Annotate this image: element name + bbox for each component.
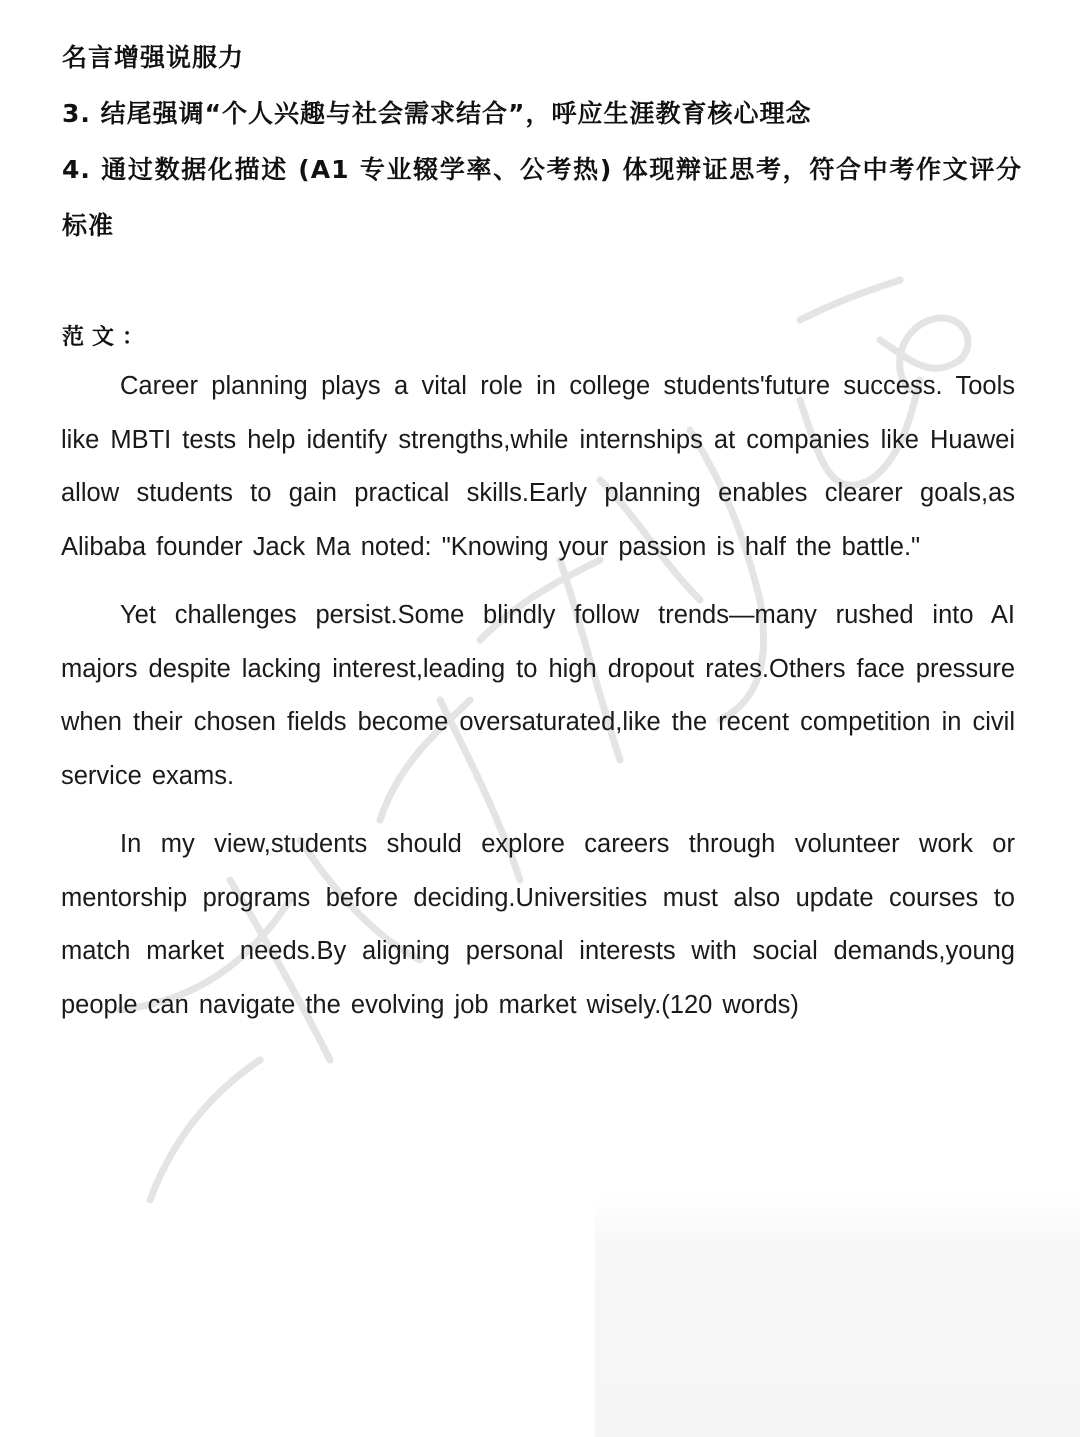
note-line-2: 3. 结尾强调“个人兴趣与社会需求结合”，呼应生涯教育核心理念 [62,99,812,128]
sample-essay-label: 范文： [62,325,153,350]
page-corner-shade [595,1195,1080,1437]
sample-essay [61,360,1015,1047]
essay-paragraph-2: Yet challenges persist.Some blindly follow trends—many rushed into AI majors despite lacking interest,leading to high dropout rates.Others face pressure when their chosen fields become oversaturated,like the recent competition in civil service exams. [61,601,1015,790]
essay-paragraph-1: Career planning plays a vital role in college students'future success. Tools like MBTI tests help identify strengths,while internships at companies like Huawei allow students to gain practical skills.Early planning enables clearer goals,as Alibaba founder Jack Ma noted: "Knowing your passion is half the battle." [61,372,1015,561]
notes-section [62,30,1022,254]
note-line-3: 4. 通过数据化描述 (A1 专业辍学率、公考热) 体现辩证思考，符合中考作文评分标准 [62,155,1022,240]
note-line-1: 名言增强说服力 [62,43,245,72]
essay-paragraph-3: In my view,students should explore careers through volunteer work or mentorship programs before deciding.Universities must also update courses to match market needs.By aligning personal interests with social demands,young people can navigate the evolving job market wisely.(120 words) [61,830,1015,1019]
